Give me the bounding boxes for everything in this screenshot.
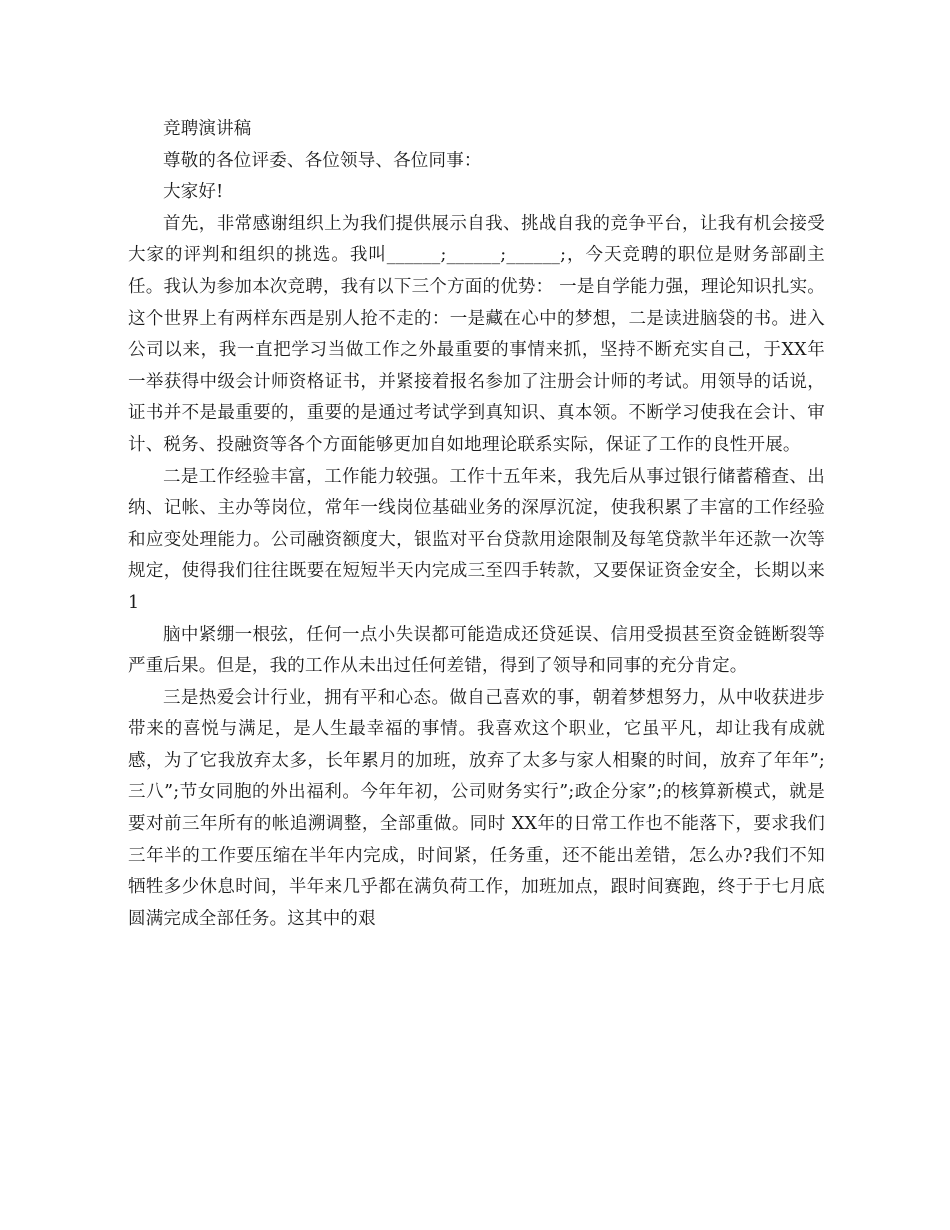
- paragraph-1: 首先，非常感谢组织上为我们提供展示自我、挑战自我的竞争平台，让我有机会接受大家的评判和组织的挑选。我叫______;______;______;，今天竞聘的职位是财务部副主任。我认为参加本次竞聘，我有以下三个方面的优势： 一是自学能力强，理论知识扎实。这个世界上有两样东西是别人抢不走的：一是藏在心中的梦想，二是读进脑袋的书。进入公司以来，我一直把学习当做工作之外最重要的事情来抓，坚持不断充实自己，于XX年一举获得中级会计师资格证书，并紧接着报名参加了注册会计师的考试。用领导的话说，证书并不是最重要的，重要的是通过考试学到真知识、真本领。不断学习使我在会计、审计、税务、投融资等各个方面能够更加自如地理论联系实际，保证了工作的良性开展。: [128, 213, 825, 455]
- greeting: 大家好!: [163, 182, 224, 203]
- document-title: 竞聘演讲稿: [163, 119, 252, 139]
- paragraph-4: 三是热爱会计行业，拥有平和心态。做自己喜欢的事，朝着梦想努力，从中收获进步带来的喜悦与满足，是人生最幸福的事情。我喜欢这个职业，它虽平凡，却让我有成就感，为了它我放弃太多，长年累月的加班，放弃了太多与家人相聚的时间，放弃了年年”;三八”;节女同胞的外出福利。今年年初，公司财务实行”;政企分家”;的核算新模式，就是要对前三年所有的帐追溯调整，全部重做。同时 XX年的日常工作也不能落下，要求我们三年半的工作要压缩在半年内完成，时间紧，任务重，还不能出差错，怎么办?我们不知牺牲多少休息时间，半年来几乎都在满负荷工作，加班加点，跟时间赛跑，终于于七月底圆满完成全部任务。这其中的艰: [128, 687, 825, 929]
- paragraph-3: 脑中紧绷一根弦，任何一点小失误都可能造成还贷延误、信用受损甚至资金链断裂等严重后果。但是，我的工作从未出过任何差错，得到了领导和同事的充分肯定。: [128, 624, 825, 677]
- document-body: [128, 114, 825, 935]
- salutation: 尊敬的各位评委、各位领导、各位同事：: [163, 150, 482, 171]
- paragraph-2: 二是工作经验丰富，工作能力较强。工作十五年来，我先后从事过银行储蓄稽查、出纳、记帐、主办等岗位，常年一线岗位基础业务的深厚沉淀，使我积累了丰富的工作经验和应变处理能力。公司融资额度大，银监对平台贷款用途限制及每笔贷款半年还款一次等规定，使得我们往往既要在短短半天内完成三至四手转款，又要保证资金安全，长期以来 1: [128, 466, 825, 613]
